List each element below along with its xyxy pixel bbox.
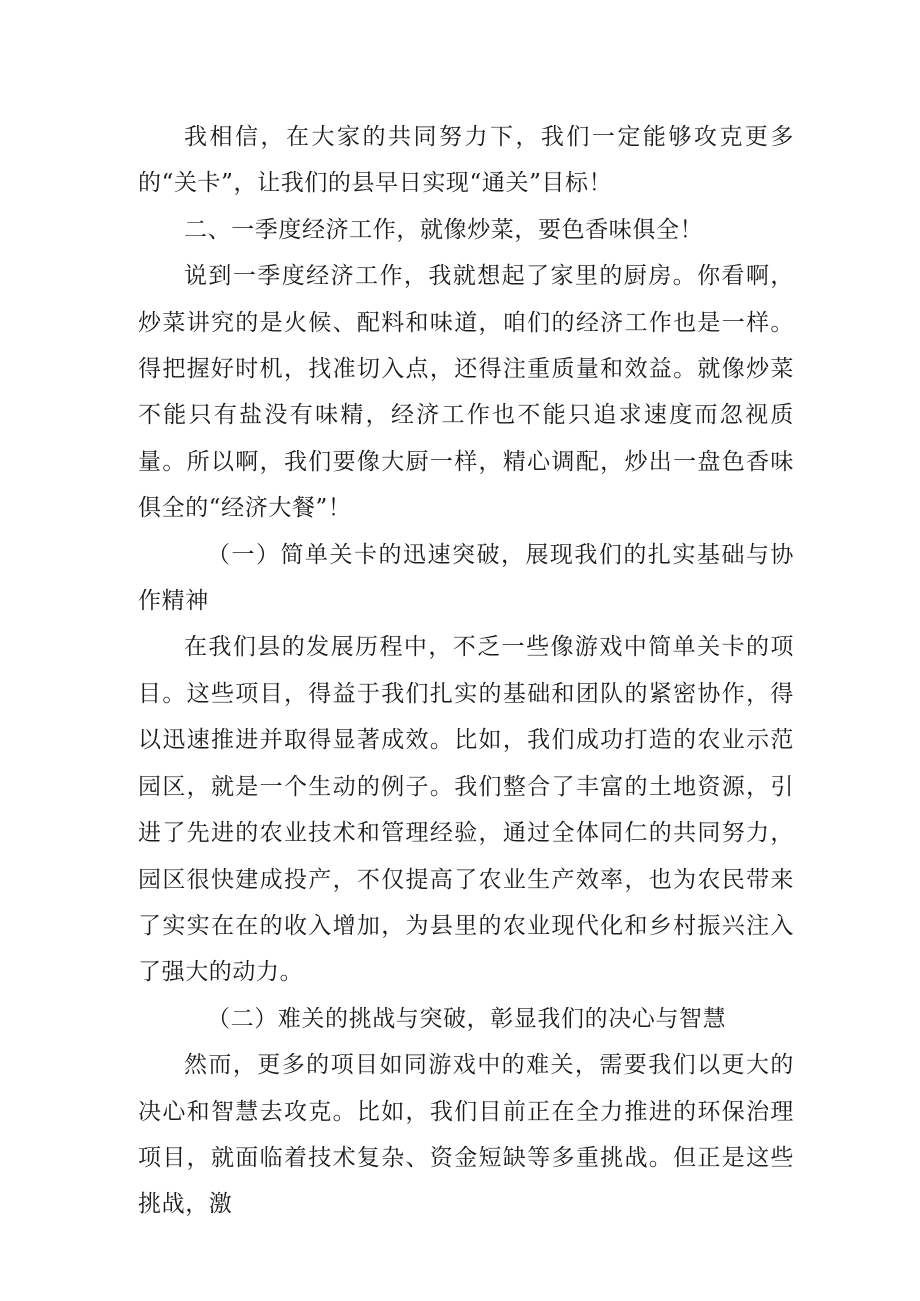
paragraph-hard-levels: 然而，更多的项目如同游戏中的难关，需要我们以更大的决心和智慧去攻克。比如，我们目前正在全力推进的环保治理项目，就面临着技术复杂、资金短缺等多重挑战。但正是这些挑战，激 xyxy=(138,1052,794,1218)
document-body xyxy=(138,114,794,1228)
paragraph-conclusion: 我相信，在大家的共同努力下，我们一定能够攻克更多的“关卡”，让我们的县早日实现“通关”目标！ xyxy=(138,124,794,197)
paragraph-simple-levels: 在我们县的发展历程中，不乏一些像游戏中简单关卡的项目。这些项目，得益于我们扎实的基础和团队的紧密协作，得以迅速推进并取得显著成效。比如，我们成功打造的农业示范园区，就是一个生动的例子。我们整合了丰富的土地资源，引进了先进的农业技术和管理经验，通过全体同仁的共同努力，园区很快建成投产，不仅提高了农业生产效率，也为农民带来了实实在在的收入增加，为县里的农业现代化和乡村振兴注入了强大的动力。 xyxy=(138,634,794,986)
section-heading-2: 二、一季度经济工作，就像炒菜，要色香味俱全！ xyxy=(184,216,704,243)
subsection-heading-2: （二）难关的挑战与突破，彰显我们的决心与智慧 xyxy=(207,1005,727,1032)
paragraph-economy-intro: 说到一季度经济工作，我就想起了家里的厨房。你看啊，炒菜讲究的是火候、配料和味道，咱们的经济工作也是一样。得把握好时机，找准切入点，还得注重质量和效益。就像炒菜不能只有盐没有味精，经济工作也不能只追求速度而忽视质量。所以啊，我们要像大厨一样，精心调配，炒出一盘色香味俱全的“经济大餐”！ xyxy=(138,263,794,522)
subsection-heading-1: （一）简单关卡的迅速突破，展现我们的扎实基础与协作精神 xyxy=(138,541,794,615)
